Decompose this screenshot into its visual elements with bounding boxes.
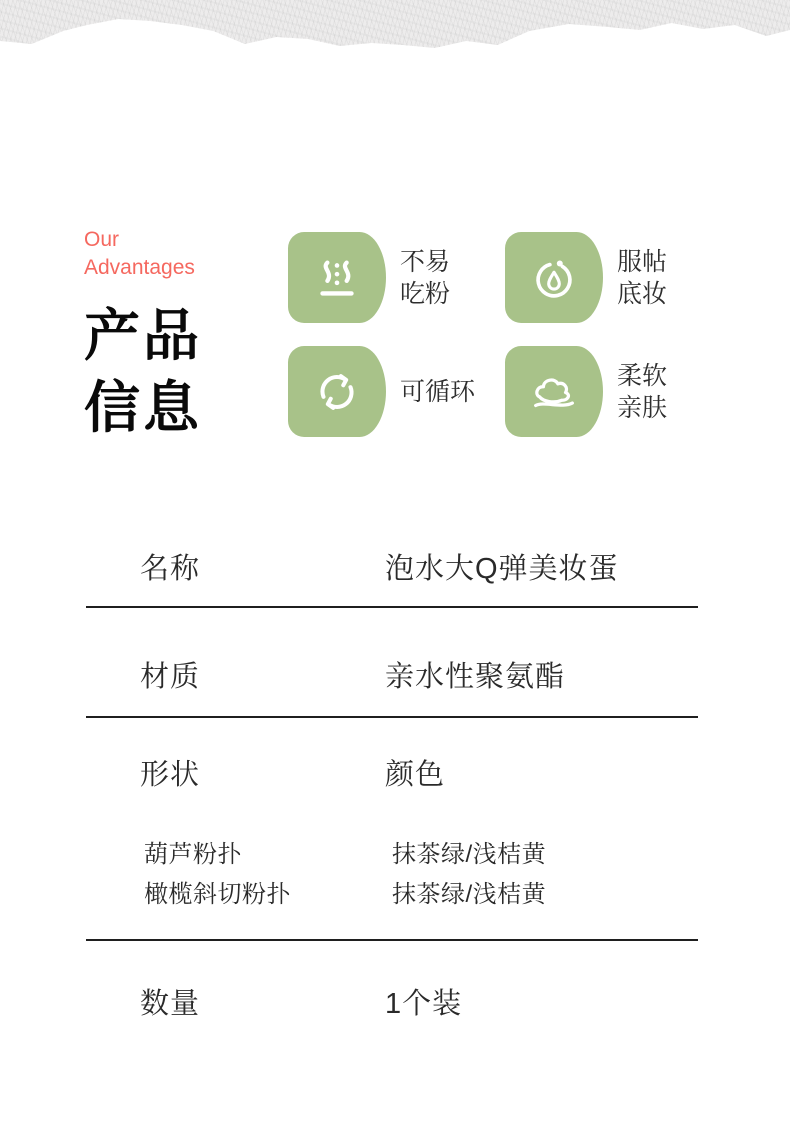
badge-label [617,246,667,310]
product-spec-table [86,505,698,1060]
badge-label-line2: 底妆 [617,279,668,308]
color-header: 颜色 [385,759,446,791]
badge-label-line1: 柔软 [617,361,668,390]
page-title-line1: 产品 [84,304,202,367]
advantage-badge-no-powder [288,232,450,323]
table-row-material [86,608,698,718]
shape-item-color: 抹茶绿/浅桔黄 [392,841,547,868]
page-title-line2: 信息 [84,376,202,439]
advantages-subtitle [84,226,195,282]
row-value-quantity: 1个装 [385,988,463,1020]
badge-tile [505,232,603,323]
badge-tile [288,232,386,323]
advantage-badge-fits-base [505,232,667,323]
water-drop-circle-icon [527,251,581,305]
badge-tile [505,346,603,437]
badge-label-line1: 可循环 [400,377,476,406]
badge-tile [288,346,386,437]
recycle-arrows-icon [310,365,364,419]
shape-item-color: 抹茶绿/浅桔黄 [392,881,547,908]
table-row-shape-color [86,718,698,941]
advantage-badge-recyclable [288,346,475,437]
badge-label [400,376,475,408]
advantages-line2: Advantages [84,256,195,279]
soft-cloud-icon [527,365,581,419]
row-value-material: 亲水性聚氨酯 [385,661,566,693]
shape-item-label: 橄榄斜切粉扑 [144,881,291,908]
badge-label [617,360,667,424]
shape-item-label: 葫芦粉扑 [144,841,242,868]
badge-label-line2: 吃粉 [400,279,451,308]
advantage-badge-soft-skin [505,346,667,437]
badge-label-line1: 不易 [400,247,451,276]
row-value-name: 泡水大Q弹美妆蛋 [385,553,619,585]
row-label-name: 名称 [140,553,201,585]
torn-paper-edge [0,0,790,54]
row-label-material: 材质 [140,661,201,693]
powder-steam-icon [310,251,364,305]
table-row-quantity [86,941,698,1060]
badge-label-line1: 服帖 [617,247,668,276]
badge-label [400,246,450,310]
row-label-quantity: 数量 [140,988,201,1020]
table-row-name [86,505,698,608]
advantages-line1: Our [84,228,120,251]
page-title [84,300,202,444]
badge-label-line2: 亲肤 [617,393,668,422]
shape-header: 形状 [140,759,201,791]
